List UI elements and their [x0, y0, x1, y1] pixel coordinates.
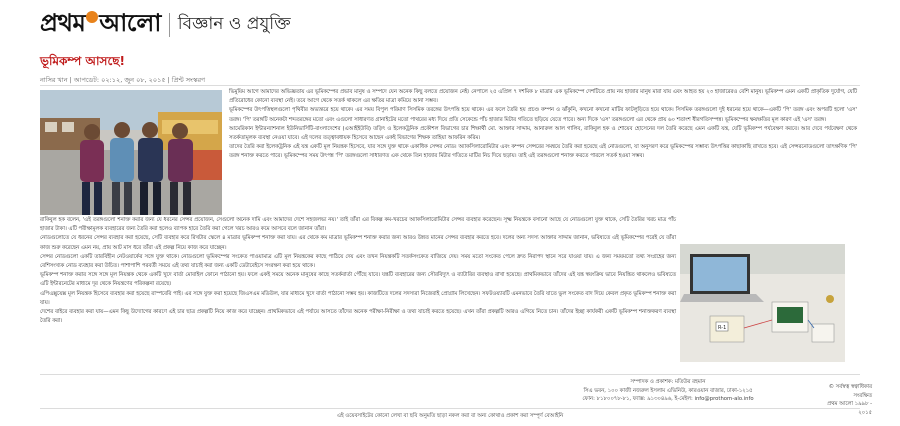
footer-editor: সম্পাদক ও প্রকাশক: মতিউর রহমান [630, 379, 706, 385]
students-photo [40, 90, 222, 215]
footer-notice: এই ওয়েবসাইটের কোনো লেখা বা ছবি অনুমতি ছাড়া নকল করা বা অন্য কোথাও প্রকাশ করা সম্পূর্ণ বেআইনি [336, 413, 564, 419]
article-body-lower [40, 216, 676, 326]
paragraph: তাদের তৈরি করা ইলেকট্রনিক এই যন্ত্র একটি মূল নিয়ন্ত্রক হিসেবে, যার সঙ্গে যুক্ত থাকে একাধিক সেন্সর নোড। অ্যাকসিলারোমিটার এবং কম্পন সেন্সরের সমন্বয়ে তৈরি করা হয়েছে এই নোডগুলো, যা অনুসরণ করে ভূমিকম্পের সম্ভাব্য উৎপত্তির কাছাকাছি রাখতে হবে। এই সেন্সরনোডগুলো তাৎক্ষণিক 'পি' তরঙ্গ শনাক্ত করতে পারে। ভূমিকম্পের সময় উৎপন্ন 'পি' তরঙ্গগুলো সাধারণত এক থেকে তিন হাজার মিটার গতিতে মাটির নিচ দিয়ে ছড়ায়। তাই এই তরঙ্গগুলো শনাক্ত করতে পারলে সতর্ক হওয়া সম্ভব। [229, 144, 858, 160]
divider [40, 374, 860, 375]
footer-info [533, 378, 803, 404]
paragraph: সেন্সর নোডগুলো একটি তারবিহীন নেটওয়ার্কের সঙ্গে যুক্ত থাকে। নোডগুলো ভূমিকম্পের সংকেত পাওয়ামাত্র এটি মূল নিয়ন্ত্রকের কাছে পাঠিয়ে দেয় এবং তখন নিয়ন্ত্রকটি সতর্কসংকেত বাজিয়ে দেয়। সময় মতো সংকেত পেলে দ্রুত নিরাপদ স্থানে সরে যাওয়া যায়। এ জন্য সময়মতো তথ্য সংগ্রহের জন্য বেশিসংখ্যক নোড ব্যবহার করা উচিত। পাশাপাশি পরবর্তী সময়ে এই তথ্য যাচাই করা জন্য একটি ডেটাবেইসে সংরক্ষণ করা হয়ে থাকে। [40, 253, 676, 270]
logo-text-right: আলো [99, 8, 161, 37]
divider [40, 408, 860, 409]
paragraph: আমেরিকান ইন্টারন্যাশনাল ইউনিভার্সিটি-বাংলাদেশের (এআইইউবি) তড়িৎ ও ইলেকট্রনিক প্রকৌশল বিভাগের চার শিক্ষার্থী মো. আক্তার সাদ্দাম, আনারুল আল গালিব, রাকিবুল হক ও শোয়েব হোসেনের দল তৈরি করেছে এমন একটি যন্ত্র, যেটি ভূমিকম্প পর্যবেক্ষণ করবে। আর দেবে পর্যবেক্ষণ থেকে সতর্কতামূলক ব্যবস্থা নেওয়া যাবে। এই দলের তত্ত্বাবধায়ক হিসেবে আছেন একই বিভাগের শিক্ষক তাহিয়া আফরিন করিম। [229, 125, 858, 142]
logo[interactable] [40, 5, 161, 45]
divider [40, 85, 860, 86]
svg-text:R-1: R-1 [718, 325, 727, 331]
paragraph: এপিএক্সুয়েক্স মূল নিয়ন্ত্রক হিসেবে ব্যবহার করা হয়েছে রাস্পবেরি পাই। এর সঙ্গে যুক্ত করা হয়েছে জিএসএম মডিউল, যার মাধ্যমে খুদে বার্তা পাঠানো সম্ভব হয়। কাজটিতে দলের সদস্যরা নিজেরাই প্রোগ্রাম লিখেছেন। সফটওয়্যারটি এমনভাবে তৈরি যাতে ভুল সংকেত বাদ দিয়ে কেবল প্রকৃত ভূমিকম্প শনাক্ত করা যায়। [40, 290, 676, 306]
paragraph: ভিমুয়িম আগে আমাদের অভিজ্ঞতায় এর ভূমিকম্পের প্রভাব মানুষ ও সম্পদে যেন অনেক কিছু বলতে প্রয়োজন নেই। নেপালে ২৫ এপ্রিল ৭ দশমিক ৮ মাত্রার এক ভূমিকম্পে দেশটিতে প্রায় নয় হাজার মানুষ মারা যায় এবং আহত হয় ২৩ হাজারেরও বেশি মানুষ। ভূমিকম্প এমন একটি প্রাকৃতিক দুর্যোগ, যেটি প্রতিরোধের কোনো ব্যবস্থা নেই। তবে আগে থেকে সতর্ক থাকলে এর ক্ষতির মাত্রা কমিয়ে আনা সম্ভব। [229, 89, 857, 105]
device-photo [680, 244, 845, 362]
sun-icon [86, 11, 98, 23]
divider [169, 13, 170, 37]
section-name[interactable]: বিজ্ঞান ও প্রযুক্তি [177, 14, 291, 34]
footer-address: সিএ ভবন, ১০০ কাজী নজরুল ইসলাম এভিনিউ, কারওয়ান বাজার, ঢাকা-১২১৫ [583, 387, 753, 394]
paragraph: ভূমিকম্প শনাক্ত করার সঙ্গে সঙ্গে মূল নিয়ন্ত্রক থেকে একটি খুদে বার্তা মোবাইল ফোনে পাঠানো হয়। ফলে একই সময়ে অনেক মানুষের কাছে সতর্কবার্তা পৌঁছে যাবে। যন্ত্রটি ব্যবহারের জন্য সৌরবিদ্যুৎ ও ব্যাটারির ব্যবস্থাও রাখা হয়েছে। প্রাথমিকভাবে তাঁদের এই যন্ত্র স্বয়ংক্রিয় ভাবে নিয়ন্ত্রিত থাকলেও ভবিষ্যতে এটি ইন্টারনেটের মাধ্যমে দূর থেকে নিয়ন্ত্রণের পরিকল্পনা রয়েছে। [40, 272, 676, 288]
paragraph: দেশের বাইরে ব্যবহার করা যায়—এমন কিছু উদ্যোগের কারণে এই চার ছাত্র প্রকল্পটি নিয়ে কাজ করে যাচ্ছেন। প্রাথমিকভাবে এই পর্যায়ে আসতে তাঁদের অনেক পরীক্ষা-নিরীক্ষা ও তথ্য যাচাই করতে হয়েছে। এখন তাঁরা প্রকল্পটি আরও এগিয়ে নিতে চান। তাঁদের ইচ্ছা কার্যকরী একটি ভূমিকম্প শনাক্তকরণ ব্যবস্থা তৈরি করা। [40, 309, 676, 325]
copyright-line: © সর্বস্বত্ব স্বত্বাধিকার সংরক্ষিত [828, 384, 872, 399]
footer-contact[interactable]: ফোন: ৮১৮০০৭৮-৮১, ফ্যাক্স: ৯১৩০৪৯৬, ই-মেইল: info@prothom-alo.info [582, 396, 754, 402]
footer-copyright [812, 383, 872, 417]
paragraph: ভূমিকম্পের উৎপত্তিস্থলগুলো পৃথিবীর অভ্যন্তরে হয়ে থাকে। এর সময় বিপুল পরিমাণ সিসমিক তরঙ্গের উৎপত্তি হয়ে থাকে। এর ফলে তৈরি হয় প্রচণ্ড কম্পন ও ঝাঁকুনি, কখনো কখনো মাটির ফাটলুড়িতে হয়ে থাকে। সিসমিক তরঙ্গগুলো দুই ধরনের হয়ে থাকে—একটি 'পি' তরঙ্গ এবং অপরটি হলো 'এস' তরঙ্গ। 'পি' তরঙ্গটি অনেকটা শব্দতরঙ্গের মতো এবং এগুলো সাধারণত গ্রানাইটের মতো পাথরের মধ্য দিয়ে প্রতি সেকেন্ডে পাঁচ হাজার মিটার গতিতে ছড়িয়ে যেতে পারে। অন্য দিকে 'এস' তরঙ্গগুলো এর থেকে প্রায় ৬০ শতাংশ ধীরগতিসম্পন্ন। ভূমিকম্পের ক্ষয়ক্ষতির মূল কারণ এই 'এস' তরঙ্গ। [229, 107, 857, 123]
copyright-line: প্রথম আলো ১৯৯৮ - ২০১৫ [827, 401, 872, 416]
logo-text-left: প্রথম [40, 8, 86, 37]
paragraph: রাকিবুল হক বলেন, 'এই তরঙ্গগুলো শনাক্ত করার জন্য যে ধরনের সেন্সর প্রয়োজন, সেগুলো অনেক দামি এবং আমাদের দেশে সহজলভ্য নয়।' তাই তাঁরা এর বিকল্প কম-খরচের অ্যাকসিলারোমিটার সেন্সর ব্যবহার করেছেন। সূক্ষ্ম নিয়ন্ত্রকে বসানো আছে যে নোডগুলো যুক্ত থাকে, সেটি তৈরির খরচ মাত্র পাঁচ হাজার টাকা। এটি পরীক্ষামূলক ব্যবহারের জন্য তৈরি করা হলেও ব্যাপক হারে তৈরি করা গেলে খরচ আরও কমে আসবে বলে জানান তাঁরা। [40, 217, 676, 233]
paragraph: নোডগুলোতে যে ধরনের সেন্সর ব্যবহার করা হয়েছে, সেটি ব্যবহার করে রিখটার স্কেলে ৪ মাত্রার ভূমিকম্প শনাক্ত করা যায়। এর থেকে কম মাত্রার ভূমিকম্প শনাক্ত করার জন্য আরও উন্নত মানের সেন্সর ব্যবহার করতে হবে। দলের অন্য সদস্য আক্তার সাদ্দাম জানান, ভবিষ্যতে এই ভূমিকম্পের পরেই যে তাঁরা কাজ শুরু করেছেন এমন নয়, প্রায় আট মাস ধরে তাঁরা এই প্রকল্প নিয়ে কাজ করে যাচ্ছেন। [40, 235, 677, 251]
article-body-upper [229, 88, 857, 162]
article-title: ভূমিকম্প আসছে! [40, 54, 126, 68]
masthead [40, 10, 291, 40]
article-meta: নাসির খান | আপডেট: ০২:১২, জুন ০৮, ২০১৫ | প্রিন্ট সংস্করণ [40, 76, 206, 84]
